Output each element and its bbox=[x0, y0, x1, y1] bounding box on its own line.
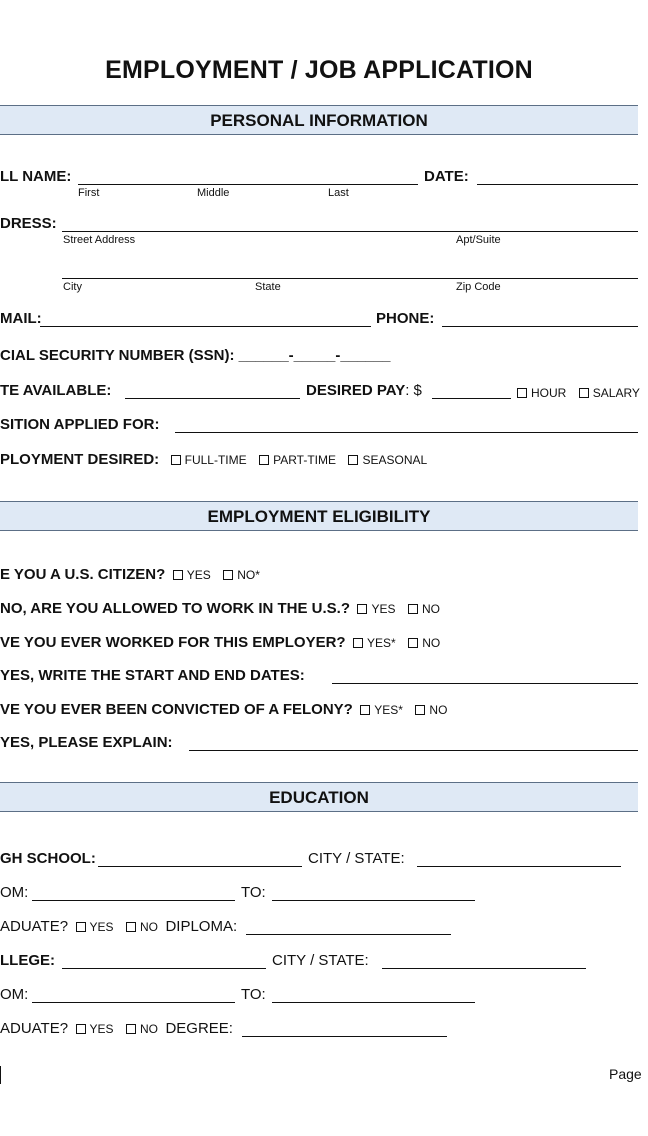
salary-checkbox[interactable] bbox=[579, 388, 589, 398]
street-address-field[interactable] bbox=[62, 231, 638, 232]
salary-label: SALARY bbox=[592, 386, 640, 400]
diploma-field[interactable] bbox=[246, 934, 451, 935]
dates-field[interactable] bbox=[332, 683, 638, 684]
ssn-label[interactable]: CIAL SECURITY NUMBER (SSN): ______-_____-______ bbox=[0, 347, 391, 364]
college-city-state-label: CITY / STATE: bbox=[272, 952, 369, 969]
citizen-no-checkbox[interactable] bbox=[223, 570, 233, 580]
college-to-field[interactable] bbox=[272, 1002, 475, 1003]
apt-sublabel: Apt/Suite bbox=[456, 234, 501, 246]
employment-desired-label: PLOYMENT DESIRED: bbox=[0, 451, 160, 468]
no-label: NO* bbox=[237, 568, 260, 582]
high-school-field[interactable] bbox=[98, 866, 302, 867]
full-name-label: LL NAME: bbox=[0, 168, 72, 185]
seasonal-label: SEASONAL bbox=[362, 453, 428, 467]
worked-no-checkbox[interactable] bbox=[408, 638, 418, 648]
page-number: Page bbox=[609, 1066, 642, 1082]
last-sublabel: Last bbox=[328, 187, 349, 199]
hs-graduate-row bbox=[0, 918, 237, 936]
hs-from-field[interactable] bbox=[32, 900, 235, 901]
city-sublabel: City bbox=[63, 281, 82, 293]
phone-label: PHONE: bbox=[376, 310, 435, 327]
college-grad-no-checkbox[interactable] bbox=[126, 1024, 136, 1034]
phone-field[interactable] bbox=[442, 326, 638, 327]
hs-from-label: OM: bbox=[0, 884, 29, 901]
date-available-label: TE AVAILABLE: bbox=[0, 382, 112, 399]
address-label: DRESS: bbox=[0, 215, 57, 232]
hs-to-field[interactable] bbox=[272, 900, 475, 901]
page-title: EMPLOYMENT / JOB APPLICATION bbox=[105, 56, 533, 84]
felony-yes-checkbox[interactable] bbox=[360, 705, 370, 715]
street-sublabel: Street Address bbox=[63, 234, 136, 246]
hs-to-label: TO: bbox=[241, 884, 266, 901]
footer-rule bbox=[0, 1066, 1, 1084]
explain-field[interactable] bbox=[189, 750, 638, 751]
worked-row bbox=[0, 634, 448, 652]
desired-pay-field[interactable] bbox=[432, 398, 511, 399]
no-label: NO bbox=[140, 920, 158, 934]
citizen-yes-checkbox[interactable] bbox=[173, 570, 183, 580]
employment-desired-row bbox=[0, 451, 435, 469]
zip-sublabel: Zip Code bbox=[456, 281, 501, 293]
college-from-field[interactable] bbox=[32, 1002, 235, 1003]
seasonal-checkbox[interactable] bbox=[348, 455, 358, 465]
date-label: DATE: bbox=[424, 168, 469, 185]
full-time-label: FULL-TIME bbox=[184, 453, 247, 467]
college-field[interactable] bbox=[62, 968, 266, 969]
pay-currency: : $ bbox=[405, 382, 422, 399]
hour-checkbox[interactable] bbox=[517, 388, 527, 398]
yes-label: YES bbox=[89, 920, 114, 934]
yes-label: YES bbox=[89, 1022, 114, 1036]
hour-label: HOUR bbox=[531, 386, 567, 400]
allowed-question: NO, ARE YOU ALLOWED TO WORK IN THE U.S.? bbox=[0, 600, 351, 617]
graduate-label: ADUATE? bbox=[0, 1020, 69, 1037]
section-header-education bbox=[0, 782, 638, 812]
no-label: NO bbox=[140, 1022, 158, 1036]
yes-label: YES* bbox=[367, 636, 396, 650]
no-label: NO bbox=[429, 703, 448, 717]
hs-grad-no-checkbox[interactable] bbox=[126, 922, 136, 932]
position-field[interactable] bbox=[175, 432, 638, 433]
hs-city-state-label: CITY / STATE: bbox=[308, 850, 405, 867]
allowed-row bbox=[0, 600, 448, 618]
date-field[interactable] bbox=[477, 184, 638, 185]
no-label: NO bbox=[422, 636, 441, 650]
high-school-label: GH SCHOOL: bbox=[0, 850, 96, 867]
section-title: EDUCATION bbox=[269, 788, 369, 807]
position-label: SITION APPLIED FOR: bbox=[0, 416, 160, 433]
college-to-label: TO: bbox=[241, 986, 266, 1003]
section-title: EMPLOYMENT ELIGIBILITY bbox=[207, 507, 431, 526]
allowed-no-checkbox[interactable] bbox=[408, 604, 418, 614]
city-state-zip-field[interactable] bbox=[62, 278, 638, 279]
college-grad-yes-checkbox[interactable] bbox=[76, 1024, 86, 1034]
part-time-label: PART-TIME bbox=[273, 453, 337, 467]
dates-label: YES, WRITE THE START AND END DATES: bbox=[0, 667, 305, 684]
college-from-label: OM: bbox=[0, 986, 29, 1003]
email-label: MAIL: bbox=[0, 310, 42, 327]
felony-question: VE YOU EVER BEEN CONVICTED OF A FELONY? bbox=[0, 701, 353, 718]
state-sublabel: State bbox=[255, 281, 281, 293]
explain-label: YES, PLEASE EXPLAIN: bbox=[0, 734, 173, 751]
pay-type-options bbox=[517, 384, 648, 402]
felony-row bbox=[0, 701, 455, 719]
yes-label: YES* bbox=[374, 703, 403, 717]
citizen-row bbox=[0, 566, 268, 584]
desired-pay-group bbox=[306, 382, 422, 399]
allowed-yes-checkbox[interactable] bbox=[357, 604, 367, 614]
full-time-checkbox[interactable] bbox=[171, 455, 181, 465]
date-available-field[interactable] bbox=[125, 398, 300, 399]
college-city-state-field[interactable] bbox=[382, 968, 586, 969]
section-title: PERSONAL INFORMATION bbox=[210, 111, 428, 130]
email-field[interactable] bbox=[40, 326, 371, 327]
hs-city-state-field[interactable] bbox=[417, 866, 621, 867]
citizen-question: E YOU A U.S. CITIZEN? bbox=[0, 566, 166, 583]
section-header-eligibility bbox=[0, 501, 638, 531]
college-label: LLEGE: bbox=[0, 952, 55, 969]
degree-field[interactable] bbox=[242, 1036, 447, 1037]
diploma-label: DIPLOMA: bbox=[165, 918, 238, 935]
part-time-checkbox[interactable] bbox=[259, 455, 269, 465]
hs-grad-yes-checkbox[interactable] bbox=[76, 922, 86, 932]
middle-sublabel: Middle bbox=[197, 187, 230, 199]
no-label: NO bbox=[421, 602, 440, 616]
worked-yes-checkbox[interactable] bbox=[353, 638, 363, 648]
yes-label: YES bbox=[371, 602, 396, 616]
desired-pay-label: DESIRED PAY bbox=[306, 382, 406, 399]
section-header-personal bbox=[0, 105, 638, 135]
graduate-label: ADUATE? bbox=[0, 918, 69, 935]
yes-label: YES bbox=[186, 568, 211, 582]
full-name-field[interactable] bbox=[78, 184, 418, 185]
felony-no-checkbox[interactable] bbox=[415, 705, 425, 715]
college-graduate-row bbox=[0, 1020, 233, 1038]
worked-question: VE YOU EVER WORKED FOR THIS EMPLOYER? bbox=[0, 634, 346, 651]
first-sublabel: First bbox=[78, 187, 100, 199]
degree-label: DEGREE: bbox=[165, 1020, 233, 1037]
